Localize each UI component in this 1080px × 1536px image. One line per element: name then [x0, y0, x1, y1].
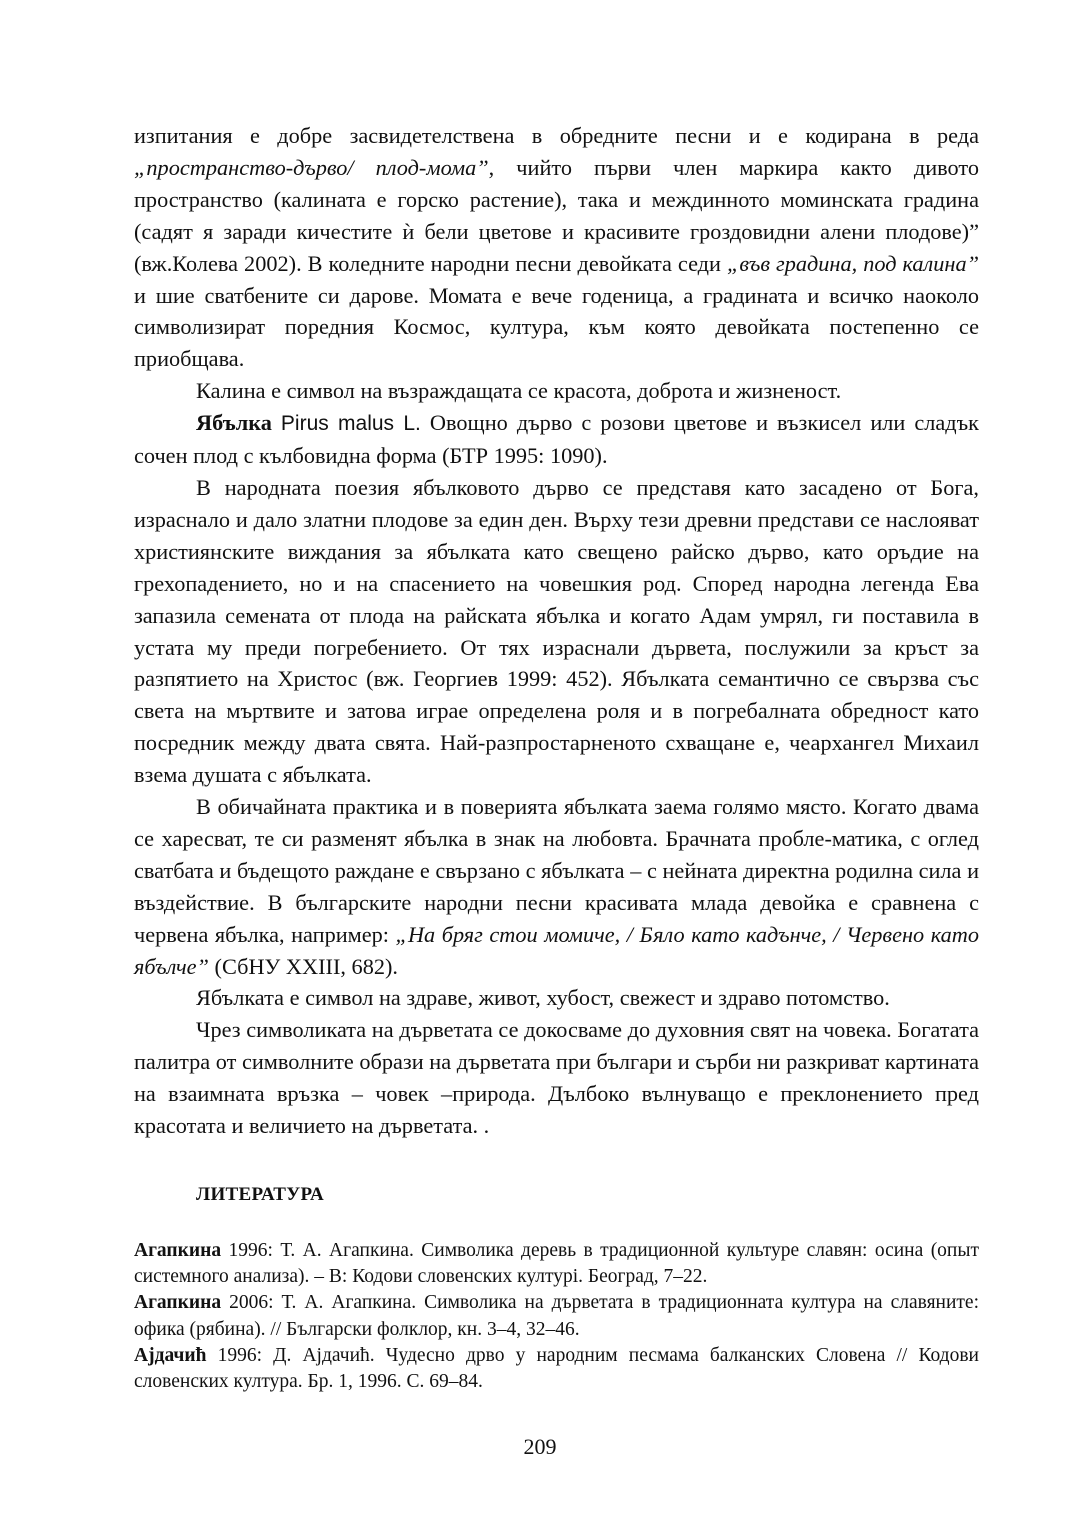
paragraph-yabalka-symbol: Ябълката е символ на здраве, живот, хубост, свежест и здраво потомство. [196, 985, 890, 1011]
text-run: и шие сватбените си дарове. Момата е вече годеница, а градината и всичко наоколо символизират поредния Космос, култура, към която девойката постепенно се приобщава. [134, 282, 979, 372]
reference-list [134, 1238, 979, 1395]
literature-heading: ЛИТЕРАТУРА [196, 1184, 325, 1205]
reference-text: 1996: Т. А. Агапкина. Символика деревь в традиционной культуре славян: осина (опыт системного анализа). – В: Кодови словенских културi. Београд, 7–22. [134, 1240, 979, 1288]
reference-item [134, 1343, 979, 1395]
reference-text: 1996: Д. Ајдачић. Чудесно дрво у народним песмама балканских Словена // Кодови словенских култура. Бр. 1, 1996. С. 69–84. [134, 1344, 979, 1393]
reference-text: 2006: Т. А. Агапкина. Символика на дърветата в традиционната култура на славяните: офика (рябина). // Български фолклор, кн. 3–4, 32–46. [134, 1292, 979, 1340]
paragraph-kalina-intro [134, 120, 979, 375]
reference-item [134, 1238, 979, 1290]
paragraph-yabalka-definition [134, 407, 979, 472]
text-run: изпитания е добре засвидетелствена в обредните песни и е кодирана в реда [134, 123, 979, 148]
italic-quote: „На бряг стои момиче, / Бяло като кадънче, / Червено като ябълче” [134, 921, 979, 979]
italic-quote: „пространство-дърво/ плод-мома” [134, 154, 489, 180]
reference-author: Ајдачић [134, 1344, 207, 1366]
text-run: (СбНУ XXIII, 682). [208, 953, 398, 979]
latin-name: Pirus malus L. [280, 412, 421, 436]
reference-author: Агапкина [134, 1292, 222, 1314]
italic-quote: „във градина, под калина” [726, 250, 979, 276]
paragraph-conclusion: Чрез символиката на дърветата се докосваме до духовния свят на човека. Богатата палитра от символните образи на дърветата при българи и сърби ни разкриват картината на взаимната връзка – човек –природа. Дълбоко вълнуващо е преклонението пред красотата и величието на дърветата. . [134, 1017, 979, 1139]
page-number: 209 [523, 1434, 557, 1459]
paragraph-kalina-symbol: Калина е символ на възраждащата се красота, доброта и жизненост. [196, 378, 842, 404]
text-run: , чийто първи член маркира както дивото пространство (калината е горско растение), така и междинното моминската градина (садят я заради кичестите ѝ бели цветове и красивите гроздовидни алени плодове)” (вж.Колева 2002). В коледните народни песни девойката седи [134, 154, 979, 276]
reference-author: Агапкина [134, 1240, 222, 1261]
reference-item [134, 1290, 979, 1342]
page-body [134, 120, 979, 1395]
paragraph-practice [134, 791, 979, 982]
paragraph-folk-poetry: В народната поезия ябълковото дърво се представя като засадено от Бога, израснало и дало златни плодове за един ден. Върху тези древни представи се наслояват християнските виждания за ябълката като свещено райско дърво, като оръдие на грехопадението, но и на спасението на човешкия род. Според народна легенда Ева запазила семената от плода на райската ябълка и когато Адам умрял, ги поставила в устата му преди погребението. От тях израснали дървета, послужили за кръст за разпятието на Христос (вж. Георгиев 1999: 452). Ябълката семантично се свързва със света на мъртвите и затова играе определена роля и в погребалната обредност като посредник между двата свята. Най-разпростарненото схващане е, чеархангел Михаил взема душата с ябълката. [134, 474, 979, 788]
term-yabalka: Ябълка [196, 410, 272, 436]
text-run: В обичайната практика и в поверията ябълката заема голямо място. Когато двама се харесват, те си разменят ябълка в знак на любовта. Брачната пробле-матика, с оглед сватбата и бъдещото раждане е свързано с ябълката – с нейната директна родилна сила и въздействие. В българските народни песни красивата млада девойка е сравнена с червена ябълка, например: [134, 794, 979, 947]
text-run: Овощно дърво с розови цветове и възкисел или сладък сочен плод с кълбовидна форма (БТР 1995: 1090). [134, 410, 979, 469]
